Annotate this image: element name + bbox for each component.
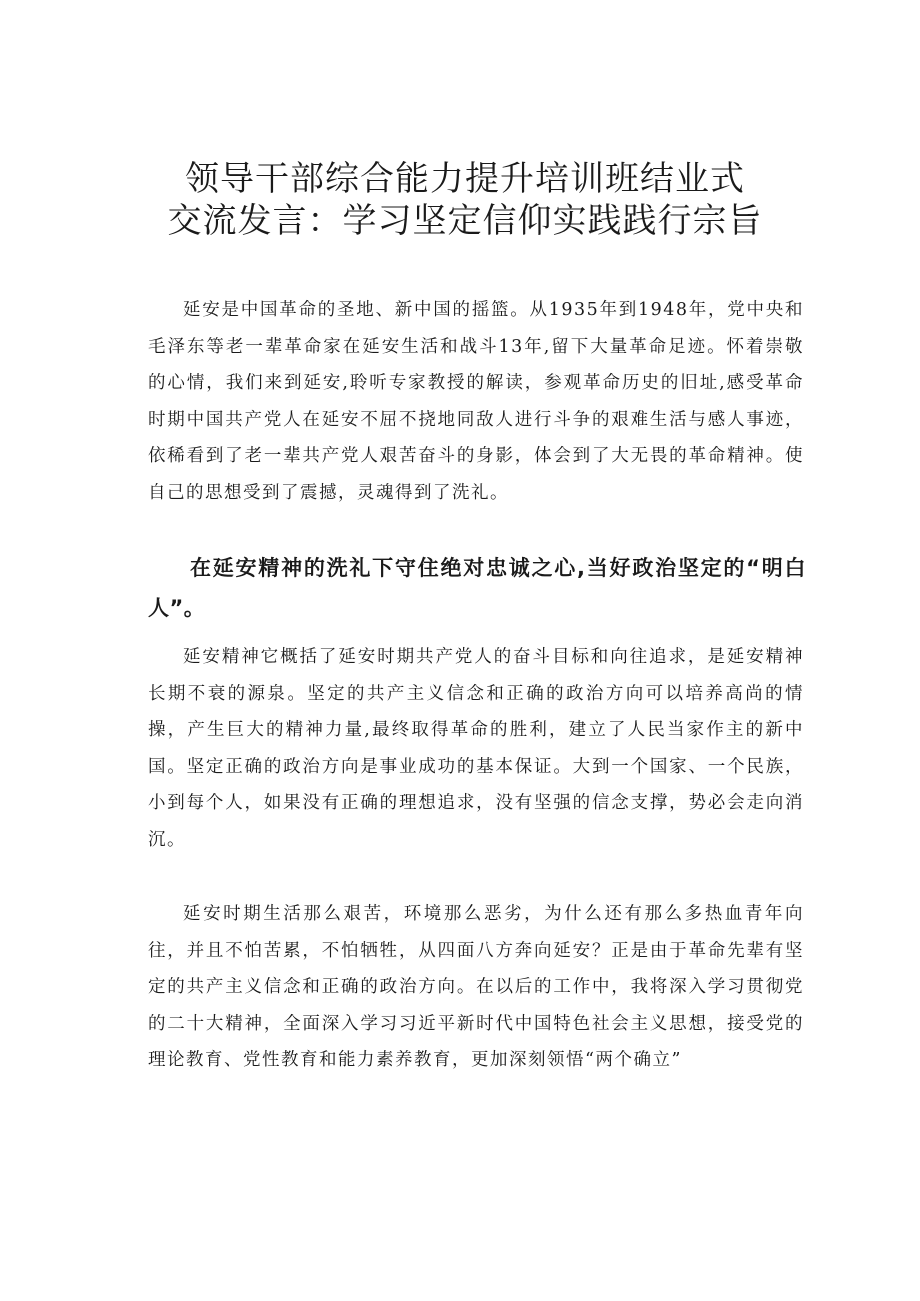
section-heading: 在延安精神的洗礼下守住绝对忠诚之心,当好政治坚定的“明白人”。	[148, 556, 806, 620]
paragraph-yanan-youth: 延安时期生活那么艰苦，环境那么恶劣，为什么还有那么多热血青年向往，并且不怕苦累，不怕牺牲，从四面八方奔向延安？正是由于革命先辈有坚定的共产主义信念和正确的政治方向。在以后的工作中，我将深入学习贯彻党的二十大精神，全面深入学习习近平新时代中国特色社会主义思想，接受党的理论教育、党性教育和能力素养教育，更加深刻领悟“两个确立”	[148, 904, 804, 1071]
document-title-line-1: 领导干部综合能力提升培训班结业式	[185, 159, 745, 199]
document-title-line-2: 交流发言：学习坚定信仰实践践行宗旨	[167, 201, 763, 241]
paragraph-intro: 延安是中国革命的圣地、新中国的摇篮。从1935年到1948年，党中央和毛泽东等老一辈革命家在延安生活和战斗13年,留下大量革命足迹。怀着崇敬的心情，我们来到延安,聆听专家教授的解读，参观革命历史的旧址,感受革命时期中国共产党人在延安不屈不挠地同敌人进行斗争的艰难生活与感人事迹，依稀看到了老一辈共产党人艰苦奋斗的身影，体会到了大无畏的革命精神。使自己的思想受到了震撼，灵魂得到了洗礼。	[148, 300, 804, 503]
paragraph-yanan-spirit: 延安精神它概括了延安时期共产党人的奋斗目标和向往追求，是延安精神长期不衰的源泉。坚定的共产主义信念和正确的政治方向可以培养高尚的情操，产生巨大的精神力量,最终取得革命的胜利，建立了人民当家作主的新中国。坚定正确的政治方向是事业成功的基本保证。大到一个国家、一个民族，小到每个人，如果没有正确的理想追求，没有坚强的信念支撑，势必会走向消沉。	[148, 647, 804, 850]
